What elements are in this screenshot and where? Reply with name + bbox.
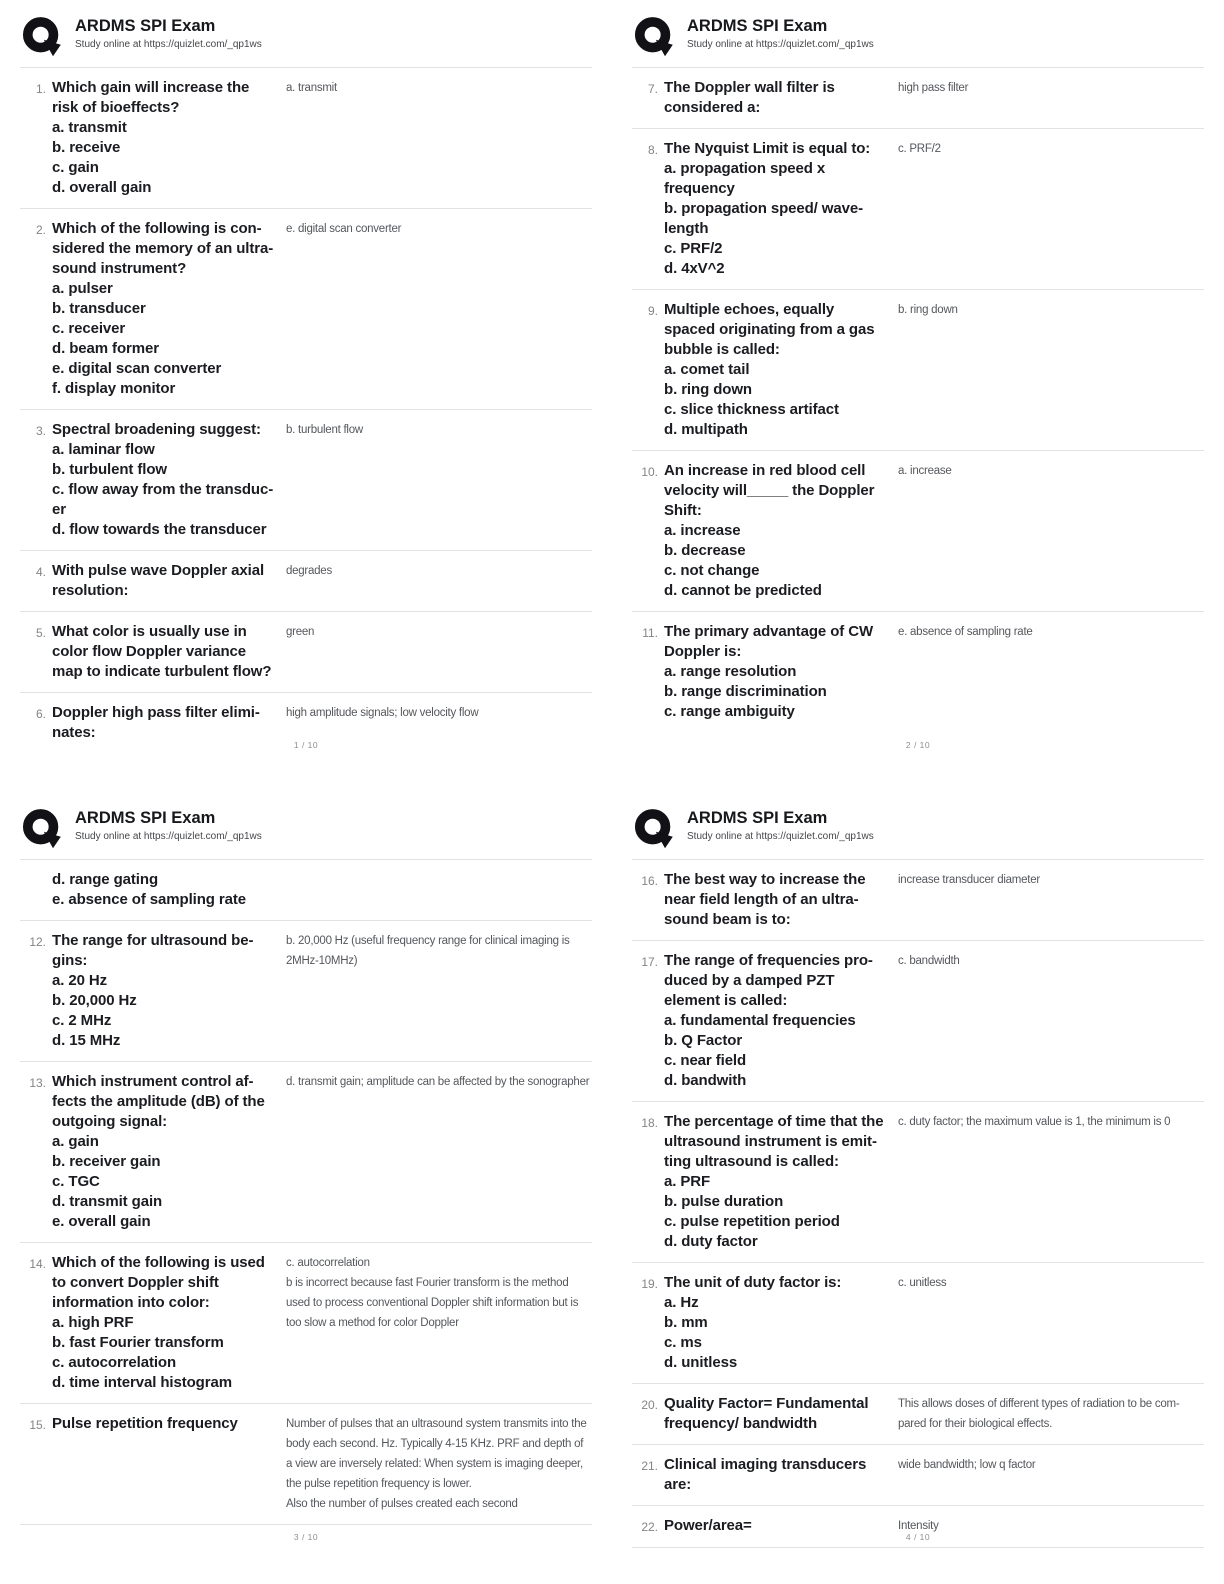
flashcard-row	[20, 208, 592, 409]
question-line: Quality Factor= Fundamental frequency/ bandwidth	[664, 1395, 869, 1432]
flashcard-row	[20, 409, 592, 550]
answer-line: This allows doses of different types of radiation to be compared for their biological effects.	[898, 1398, 1180, 1430]
answer-line: Also the number of pulses created each second	[286, 1498, 518, 1510]
question-text	[658, 622, 898, 722]
answer-text	[286, 622, 592, 682]
question-number: 6.	[35, 707, 46, 721]
question-line: d. 4xV^2	[664, 260, 725, 277]
deck-title: ARDMS SPI Exam	[687, 809, 828, 827]
question-line: Which of the following is considered the memory of an ultrasound instrument?	[52, 220, 274, 277]
question-line: The percentage of time that the ultrasound instrument is emitting ultrasound is called:	[664, 1113, 884, 1170]
answer-text	[286, 931, 592, 1051]
question-number: 1.	[35, 82, 46, 96]
study-url: Study online at https://quizlet.com/_qp1ws	[75, 831, 262, 842]
header-titles	[687, 14, 874, 52]
answer-line: e. absence of sampling rate	[898, 626, 1033, 638]
question-text	[658, 461, 898, 601]
answer-text	[898, 622, 1204, 722]
question-number: 5.	[35, 626, 46, 640]
question-line: c. not change	[664, 562, 760, 579]
deck-title: ARDMS SPI Exam	[687, 17, 828, 35]
question-number: 19.	[641, 1277, 658, 1291]
question-number: 4.	[35, 565, 46, 579]
question-line: d. 15 MHz	[52, 1032, 121, 1049]
answer-line: b. 20,000 Hz (useful frequency range for clinical imaging is 2MHz-10MHz)	[286, 935, 570, 967]
study-url: Study online at https://quizlet.com/_qp1ws	[75, 39, 262, 50]
question-line: b. turbulent flow	[52, 461, 167, 478]
answer-line: b is incorrect because fast Fourier transform is the method used to process conventional Doppler shift information but is too slow a method for color Doppler	[286, 1277, 579, 1329]
question-line: b. mm	[664, 1314, 708, 1331]
question-line: a. propagation speed x frequency	[664, 160, 826, 197]
question-line: d. duty factor	[664, 1233, 758, 1250]
question-line: c. TGC	[52, 1173, 100, 1190]
question-line: b. transducer	[52, 300, 146, 317]
answer-text	[286, 1072, 592, 1232]
answer-text	[286, 420, 592, 540]
page-header	[20, 14, 592, 68]
question-line: d. time interval histogram	[52, 1374, 232, 1391]
flashcard-row	[20, 1061, 592, 1242]
question-text	[658, 1455, 898, 1495]
question-line: The range of frequencies produced by a damped PZT element is called:	[664, 952, 873, 1009]
question-text	[46, 219, 286, 399]
answer-text	[898, 951, 1204, 1091]
question-line: a. PRF	[664, 1173, 711, 1190]
question-line: b. pulse duration	[664, 1193, 784, 1210]
answer-text	[898, 78, 1204, 118]
page-number: 1 / 10	[293, 740, 319, 750]
study-page	[0, 0, 612, 792]
question-line: c. 2 MHz	[52, 1012, 112, 1029]
header-titles	[687, 806, 874, 844]
question-text	[46, 1253, 286, 1393]
question-text	[46, 870, 286, 910]
question-line: An increase in red blood cell velocity will_____ the Doppler Shift:	[664, 462, 875, 519]
answer-line: wide bandwidth; low q factor	[898, 1459, 1036, 1471]
question-line: a. fundamental frequencies	[664, 1012, 856, 1029]
question-number: 9.	[647, 304, 658, 318]
study-page	[612, 0, 1224, 792]
quizlet-logo-icon	[632, 806, 676, 852]
answer-line: b. turbulent flow	[286, 424, 363, 436]
question-text	[658, 951, 898, 1091]
question-number: 10.	[641, 465, 658, 479]
question-line: d. flow towards the transducer	[52, 521, 267, 538]
question-list	[20, 860, 592, 1525]
answer-text	[286, 870, 592, 910]
question-line: Doppler high pass filter eliminates:	[52, 704, 260, 741]
study-url: Study online at https://quizlet.com/_qp1ws	[687, 39, 874, 50]
answer-line: a. increase	[898, 465, 952, 477]
question-text	[658, 139, 898, 279]
question-number: 17.	[641, 955, 658, 969]
question-line: b. Q Factor	[664, 1032, 743, 1049]
answer-text	[898, 870, 1204, 930]
question-text	[658, 300, 898, 440]
question-line: b. ring down	[664, 381, 752, 398]
question-text	[46, 420, 286, 540]
question-line: d. overall gain	[52, 179, 152, 196]
answer-line: c. autocorrelation	[286, 1257, 370, 1269]
question-number: 2.	[35, 223, 46, 237]
page-number: 2 / 10	[905, 740, 931, 750]
question-line: The Doppler wall filter is considered a:	[664, 79, 835, 116]
question-line: a. pulser	[52, 280, 113, 297]
question-text	[46, 561, 286, 601]
flashcard-row	[632, 1262, 1204, 1383]
answer-text	[286, 219, 592, 399]
flashcard-row	[632, 68, 1204, 128]
question-line: f. display monitor	[52, 380, 176, 397]
answer-line: Number of pulses that an ultrasound system transmits into the body each second. Hz. Typically 4-15 KHz. PRF and depth of a view are inversely related: When system is imaging deeper, the pulse repetition frequency is lower.	[286, 1418, 587, 1490]
answer-text	[286, 78, 592, 198]
quizlet-logo-icon	[20, 14, 64, 60]
question-line: The range for ultrasound begins:	[52, 932, 254, 969]
question-line: a. range resolution	[664, 663, 797, 680]
question-line: The primary advantage of CW Doppler is:	[664, 623, 874, 660]
flashcard-row	[632, 1383, 1204, 1444]
question-line: c. gain	[52, 159, 99, 176]
question-line: a. 20 Hz	[52, 972, 108, 989]
question-text	[658, 78, 898, 118]
answer-line: high amplitude signals; low velocity flow	[286, 707, 479, 719]
answer-text	[898, 1394, 1204, 1434]
question-line: c. flow away from the transducer	[52, 481, 274, 518]
question-text	[46, 622, 286, 682]
question-line: What color is usually use in color flow Doppler variance map to indicate turbulent flow?	[52, 623, 272, 680]
question-line: b. propagation speed/ wavelength	[664, 200, 864, 237]
question-line: d. multipath	[664, 421, 748, 438]
answer-text	[898, 300, 1204, 440]
question-line: Which gain will increase the risk of bioeffects?	[52, 79, 250, 116]
header-titles	[75, 806, 262, 844]
question-number: 3.	[35, 424, 46, 438]
flashcard-row	[20, 1403, 592, 1524]
question-text	[658, 1112, 898, 1252]
question-text	[46, 78, 286, 198]
question-line: c. ms	[664, 1334, 702, 1351]
answer-line: c. PRF/2	[898, 143, 941, 155]
question-line: Which instrument control affects the amplitude (dB) of the outgoing signal:	[52, 1073, 265, 1130]
question-number: 11.	[642, 626, 658, 640]
answer-line: a. transmit	[286, 82, 337, 94]
question-text	[46, 703, 286, 743]
page-header	[632, 806, 1204, 860]
question-line: The Nyquist Limit is equal to:	[664, 140, 871, 157]
quizlet-logo-icon	[632, 14, 676, 60]
answer-line: e. digital scan converter	[286, 223, 402, 235]
answer-text	[898, 1455, 1204, 1495]
question-line: b. receive	[52, 139, 121, 156]
question-number: 18.	[641, 1116, 658, 1130]
answer-line: increase transducer diameter	[898, 874, 1040, 886]
flashcard-row	[20, 550, 592, 611]
flashcard-row	[632, 128, 1204, 289]
question-line: d. transmit gain	[52, 1193, 163, 1210]
answer-line: c. unitless	[898, 1277, 947, 1289]
question-line: c. PRF/2	[664, 240, 723, 257]
page-header	[20, 806, 592, 860]
question-line: c. autocorrelation	[52, 1354, 177, 1371]
question-line: The best way to increase the near field length of an ultrasound beam is to:	[664, 871, 866, 928]
question-number: 7.	[647, 82, 658, 96]
question-line: a. gain	[52, 1133, 99, 1150]
question-line: Spectral broadening suggest:	[52, 421, 261, 438]
study-page	[612, 792, 1224, 1584]
answer-line: c. bandwidth	[898, 955, 960, 967]
question-line: c. receiver	[52, 320, 126, 337]
flashcard-row	[632, 611, 1204, 732]
question-number: 16.	[641, 874, 658, 888]
answer-text	[898, 461, 1204, 601]
question-number: 22.	[641, 1520, 658, 1534]
question-number: 8.	[647, 143, 658, 157]
question-line: e. overall gain	[52, 1213, 151, 1230]
question-line: Which of the following is used to convert Doppler shift information into color:	[52, 1254, 265, 1311]
study-url: Study online at https://quizlet.com/_qp1ws	[687, 831, 874, 842]
flashcard-row	[632, 940, 1204, 1101]
question-text	[46, 1414, 286, 1514]
answer-line: d. transmit gain; amplitude can be affected by the sonographer	[286, 1076, 590, 1088]
study-page	[0, 792, 612, 1584]
question-line: b. decrease	[664, 542, 746, 559]
answer-text	[898, 1112, 1204, 1252]
question-line: d. beam former	[52, 340, 159, 357]
question-number: 12.	[29, 935, 46, 949]
question-number: 14.	[29, 1257, 46, 1271]
question-line: d. range gating	[52, 871, 159, 888]
flashcard-row	[632, 450, 1204, 611]
flashcard-row	[20, 860, 592, 920]
flashcard-row	[20, 920, 592, 1061]
question-line: With pulse wave Doppler axial resolution:	[52, 562, 265, 599]
question-list	[20, 68, 592, 753]
question-number: 13.	[29, 1076, 46, 1090]
question-line: d. cannot be predicted	[664, 582, 822, 599]
question-line: a. high PRF	[52, 1314, 134, 1331]
question-text	[658, 870, 898, 930]
question-line: a. transmit	[52, 119, 127, 136]
question-text	[658, 1394, 898, 1434]
question-line: b. 20,000 Hz	[52, 992, 137, 1009]
question-number	[20, 870, 46, 910]
flashcard-row	[632, 289, 1204, 450]
question-line: a. increase	[664, 522, 741, 539]
answer-text	[286, 561, 592, 601]
answer-text	[286, 703, 592, 743]
question-line: c. near field	[664, 1052, 747, 1069]
question-line: b. receiver gain	[52, 1153, 161, 1170]
question-line: e. absence of sampling rate	[52, 891, 247, 908]
question-line: a. Hz	[664, 1294, 699, 1311]
question-line: c. pulse repetition period	[664, 1213, 840, 1230]
answer-text	[286, 1414, 592, 1514]
answer-line: high pass filter	[898, 82, 969, 94]
deck-title: ARDMS SPI Exam	[75, 809, 216, 827]
header-titles	[75, 14, 262, 52]
question-line: b. range discrimination	[664, 683, 827, 700]
answer-line: b. ring down	[898, 304, 958, 316]
question-line: e. digital scan converter	[52, 360, 222, 377]
page-header	[632, 14, 1204, 68]
flashcard-row	[20, 68, 592, 208]
question-line: Pulse repetition frequency	[52, 1415, 238, 1432]
question-line: c. slice thickness artifact	[664, 401, 839, 418]
question-text	[658, 1273, 898, 1373]
answer-line: Intensity	[898, 1520, 939, 1532]
flashcard-row	[632, 860, 1204, 940]
question-text	[46, 1072, 286, 1232]
question-line: The unit of duty factor is:	[664, 1274, 842, 1291]
question-line: Clinical imaging transducers are:	[664, 1456, 867, 1493]
question-text	[46, 931, 286, 1051]
flashcard-row	[632, 1101, 1204, 1262]
answer-line: c. duty factor; the maximum value is 1, the minimum is 0	[898, 1116, 1171, 1128]
deck-title: ARDMS SPI Exam	[75, 17, 216, 35]
question-number: 15.	[29, 1418, 46, 1432]
answer-text	[898, 139, 1204, 279]
question-line: b. fast Fourier transform	[52, 1334, 224, 1351]
answer-line: degrades	[286, 565, 332, 577]
question-line: Power/area=	[664, 1517, 752, 1534]
flashcard-row	[20, 1242, 592, 1403]
answer-text	[286, 1253, 592, 1393]
answer-line: green	[286, 626, 315, 638]
flashcard-row	[20, 611, 592, 692]
question-number: 21.	[641, 1459, 658, 1473]
page-number: 4 / 10	[905, 1532, 931, 1542]
flashcard-row	[632, 1444, 1204, 1505]
question-list	[632, 860, 1204, 1548]
question-line: a. comet tail	[664, 361, 750, 378]
question-number: 20.	[641, 1398, 658, 1412]
answer-text	[898, 1273, 1204, 1373]
question-line: d. bandwith	[664, 1072, 747, 1089]
question-line: Multiple echoes, equally spaced originating from a gas bubble is called:	[664, 301, 875, 358]
question-line: a. laminar flow	[52, 441, 155, 458]
page-number: 3 / 10	[293, 1532, 319, 1542]
question-line: c. range ambiguity	[664, 703, 795, 720]
question-list	[632, 68, 1204, 732]
quizlet-logo-icon	[20, 806, 64, 852]
question-line: d. unitless	[664, 1354, 738, 1371]
